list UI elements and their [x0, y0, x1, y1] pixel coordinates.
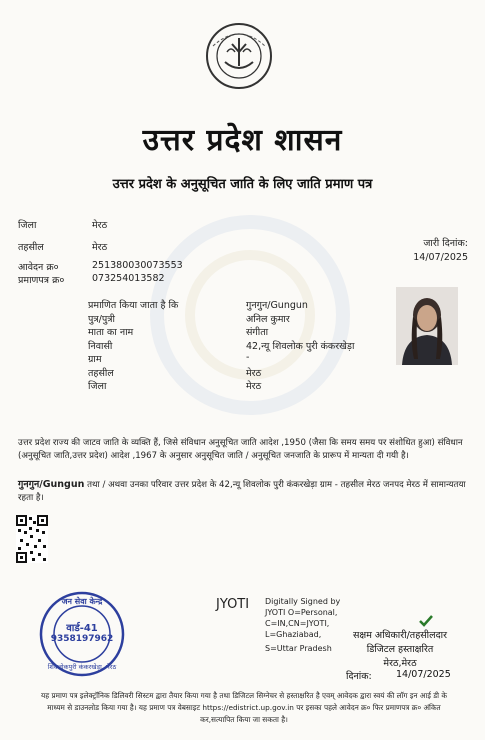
up-state-emblem-icon — [205, 22, 273, 90]
list-item: प्रमाणित किया जाता है कि गुनगुन/Gungun — [88, 300, 308, 311]
signer-brand: JYOTI — [216, 597, 250, 612]
qr-code-icon — [16, 515, 48, 563]
tehsil-label: तहसील — [18, 242, 44, 253]
district-label: जिला — [18, 220, 37, 231]
residence-statement — [18, 478, 470, 505]
person-photo-icon — [396, 287, 458, 365]
certificate-number: 073254013582 — [92, 273, 165, 284]
authority-signed: डिजिटल हस्ताक्षरित — [366, 644, 434, 655]
stamp-bottom-text: शिवलोकपुरी कंकरखेड़ा, मेरठ — [47, 663, 117, 671]
list-item: माता का नाम संगीता — [88, 327, 269, 338]
list-item: पुत्र/पुत्री अनिल कुमार — [88, 313, 290, 325]
authority-date-label: दिनांक: — [346, 671, 372, 682]
authority-designation: सक्षम अधिकारी/तहसीलदार — [353, 630, 447, 641]
residence-text: तथा / अथवा उनका परिवार उत्तर प्रदेश के 42,न्यू शिवलोक पुरी कंकरखेड़ा ग्राम - तहसील मेरठ जनपद मेरठ में सामान्यतया रहता है। — [18, 480, 466, 503]
list-item: निवासी 42,न्यू शिवलोक पुरी कंकरखेड़ा — [88, 340, 355, 352]
signature-state: S=Uttar Pradesh — [265, 644, 332, 653]
applicant-photo — [396, 287, 458, 365]
footer-note: यह प्रमाण पत्र इलेक्ट्रॉनिक डिलिवरी सिस्टम द्वारा तैयार किया गया है तथा डिजिटल सिग्नेचर से हस्ताक्षरित है एवम् आवेदक द्वारा स्वयं की लॉग इन आई डी के माध्यम से डाउनलोड किया गया है। यह प्रमाण पत्र वेबसाइट https://edistrict.up.gov.in पर इसका पहले आवेदन क्र० फिर प्रमाणपत्र क्र० अंकित कर,सत्यापित किया जा सकता है। — [41, 691, 447, 724]
digital-signature-details: Digitally Signed by JYOTI O=Personal, C=IN,CN=JYOTI, L=Ghaziabad, — [265, 597, 341, 639]
issue-date: 14/07/2025 — [413, 252, 468, 263]
applicant-name: गुनगुन/Gungun — [18, 479, 85, 490]
caste-declaration: उत्तर प्रदेश राज्य की जाटव जाति के व्यक्ति हैं, जिसे संविधान अनुसूचित जाति आदेश ,1950 (जैसा कि समय समय पर संशोधित हुआ) संविधान (अनुसूचित जाति,उत्तर प्रदेश) आदेश ,1967 के अनुसार अनुसूचित जाति / अनुसूचित जनजाति के प्रारूप में मान्यता दी गयी है। — [18, 438, 463, 461]
details-list — [88, 298, 388, 393]
list-item: तहसील मेरठ — [88, 367, 262, 379]
jan-seva-kendra-stamp — [38, 590, 126, 678]
authority-location: मेरठ,मेरठ — [383, 658, 417, 669]
application-label: आवेदन क्र० — [18, 262, 59, 273]
tehsil-value: मेरठ — [92, 242, 108, 253]
certificate-subtitle: उत्तर प्रदेश के अनुसूचित जाति के लिए जाति प्रमाण पत्र — [112, 177, 373, 192]
authority-date: 14/07/2025 — [396, 669, 451, 680]
page-title: उत्तर प्रदेश शासन — [142, 123, 343, 158]
verified-check-icon — [418, 613, 434, 629]
list-item: जिला मेरठ — [88, 381, 262, 392]
district-value: मेरठ — [92, 220, 108, 231]
list-item: ग्राम - — [88, 352, 250, 365]
certificate-label: प्रमाणपत्र क्र० — [18, 275, 65, 286]
stamp-ward: वार्ड-41 — [66, 623, 98, 634]
issue-date-label: जारी दिनांक: — [423, 238, 468, 249]
stamp-phone: 9358197962 — [50, 634, 114, 644]
stamp-top-text: जन सेवा केन्द्र — [61, 597, 103, 606]
application-number: 251380030073553 — [92, 260, 183, 271]
